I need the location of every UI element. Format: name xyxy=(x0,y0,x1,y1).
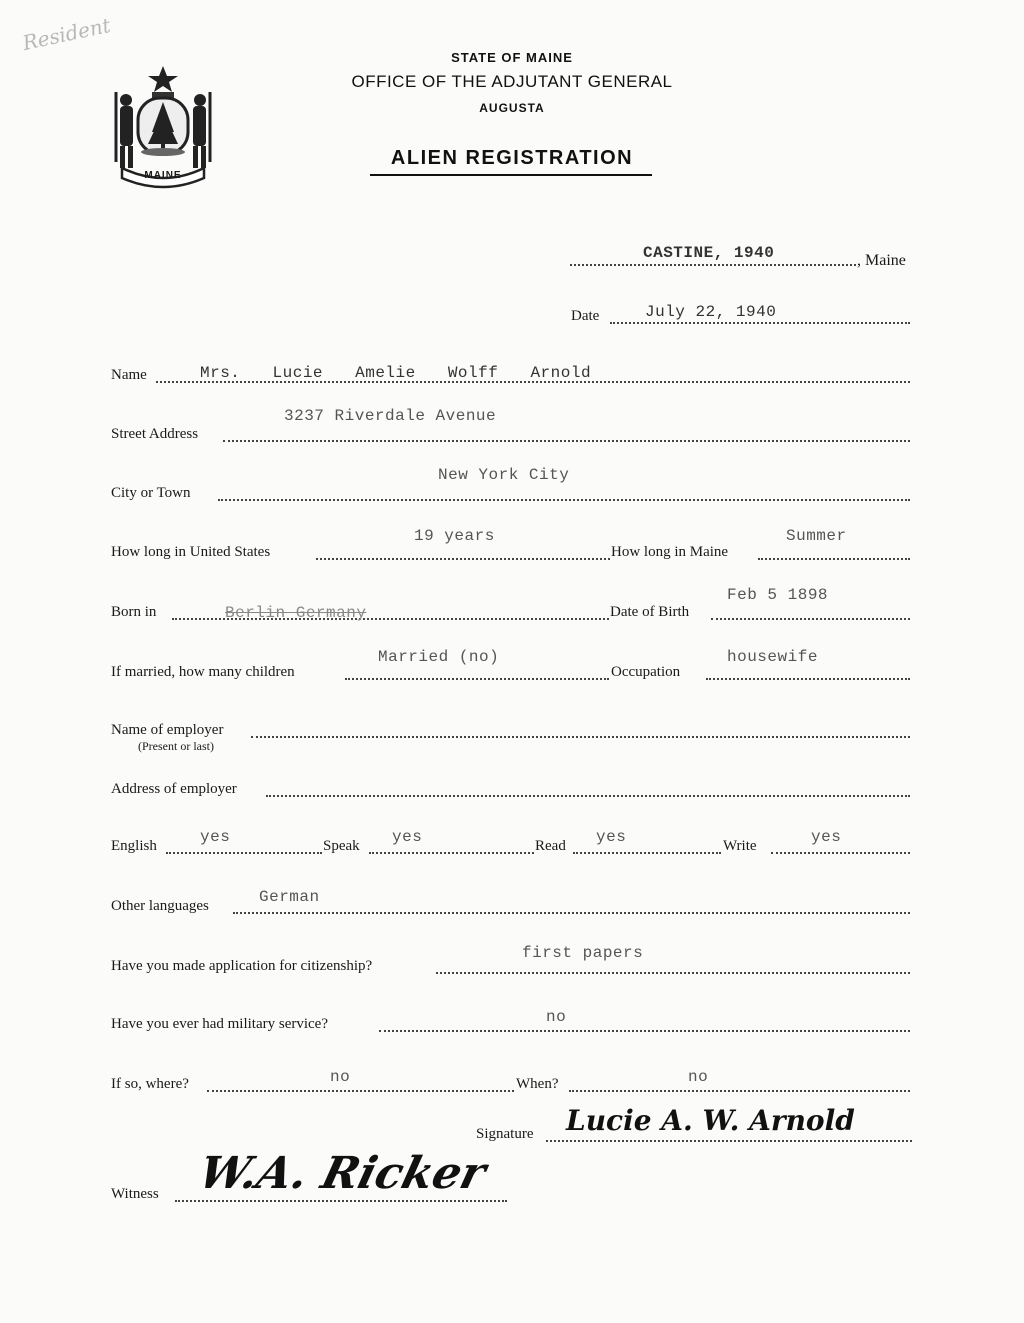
witness-signature: W.A. Ricker xyxy=(193,1148,491,1199)
dob-value: Feb 5 1898 xyxy=(727,586,829,604)
write-value: yes xyxy=(811,828,842,846)
place-value: CASTINE, 1940 xyxy=(643,244,775,262)
occupation-line xyxy=(706,678,910,680)
how-long-us-label: How long in United States xyxy=(111,544,271,560)
other-languages-value: German xyxy=(259,888,320,906)
name-label: Name xyxy=(111,367,147,383)
dob-label: Date of Birth xyxy=(610,604,690,620)
english-line xyxy=(166,852,322,854)
signature-label: Signature xyxy=(476,1126,534,1142)
other-languages-label: Other languages xyxy=(111,898,209,914)
citizenship-label: Have you made application for citizenship? xyxy=(111,958,373,974)
where-line xyxy=(207,1090,514,1092)
when-label: When? xyxy=(516,1076,559,1092)
write-line xyxy=(771,852,910,854)
citizenship-line xyxy=(436,972,910,974)
speak-label: Speak xyxy=(323,838,360,854)
employer-address-label: Address of employer xyxy=(111,781,237,797)
header-city: AUGUSTA xyxy=(479,101,545,115)
when-value: no xyxy=(688,1068,709,1086)
english-label: English xyxy=(111,838,157,854)
dob-line xyxy=(711,618,910,620)
born-in-value: Berlin Germany xyxy=(225,604,367,622)
street-label: Street Address xyxy=(111,426,199,442)
read-line xyxy=(573,852,721,854)
speak-value: yes xyxy=(392,828,423,846)
read-label: Read xyxy=(535,838,566,854)
pencil-note: Resident xyxy=(20,12,113,56)
witness-label: Witness xyxy=(111,1186,159,1202)
form-title: ALIEN REGISTRATION xyxy=(390,147,634,169)
occupation-label: Occupation xyxy=(611,664,681,680)
date-value: July 22, 1940 xyxy=(645,303,777,321)
witness-line xyxy=(175,1200,507,1202)
city-label: City or Town xyxy=(111,485,191,501)
header-state: STATE OF MAINE xyxy=(451,50,573,65)
street-value: 3237 Riverdale Avenue xyxy=(284,407,497,425)
children-line xyxy=(345,678,609,680)
military-value: no xyxy=(546,1008,567,1026)
how-long-maine-value: Summer xyxy=(786,527,847,545)
name-value: Mrs. Lucie Amelie Wolff Arnold xyxy=(200,364,592,382)
how-long-maine-label: How long in Maine xyxy=(611,544,729,560)
citizenship-value: first papers xyxy=(522,944,644,962)
city-value: New York City xyxy=(438,466,570,484)
title-underline xyxy=(370,174,652,176)
city-line xyxy=(218,499,910,501)
where-value: no xyxy=(330,1068,351,1086)
english-value: yes xyxy=(200,828,231,846)
employer-label: Name of employer xyxy=(111,722,224,738)
date-line xyxy=(610,322,910,324)
born-in-label: Born in xyxy=(111,604,157,620)
children-label: If married, how many children xyxy=(111,664,295,680)
seal-banner-text: MAINE xyxy=(144,170,182,181)
how-long-maine-line xyxy=(758,558,910,560)
date-label: Date xyxy=(571,308,600,324)
place-suffix: , Maine xyxy=(857,252,906,269)
place-line xyxy=(570,264,856,266)
when-line xyxy=(569,1090,910,1092)
read-value: yes xyxy=(596,828,627,846)
signature-line xyxy=(546,1140,912,1142)
employer-address-line xyxy=(266,795,910,797)
where-label: If so, where? xyxy=(111,1076,189,1092)
employer-line xyxy=(251,736,910,738)
military-label: Have you ever had military service? xyxy=(111,1016,328,1032)
header-office: OFFICE OF THE ADJUTANT GENERAL xyxy=(351,72,673,91)
employer-sublabel: (Present or last) xyxy=(138,739,214,753)
how-long-us-line xyxy=(316,558,610,560)
occupation-value: housewife xyxy=(727,648,818,666)
other-languages-line xyxy=(233,912,910,914)
speak-line xyxy=(369,852,534,854)
children-value: Married (no) xyxy=(378,648,500,666)
how-long-us-value: 19 years xyxy=(414,527,495,545)
street-line xyxy=(223,440,910,442)
write-label: Write xyxy=(723,838,757,854)
military-line xyxy=(379,1030,910,1032)
signature-value: Lucie A. W. Arnold xyxy=(566,1104,855,1137)
